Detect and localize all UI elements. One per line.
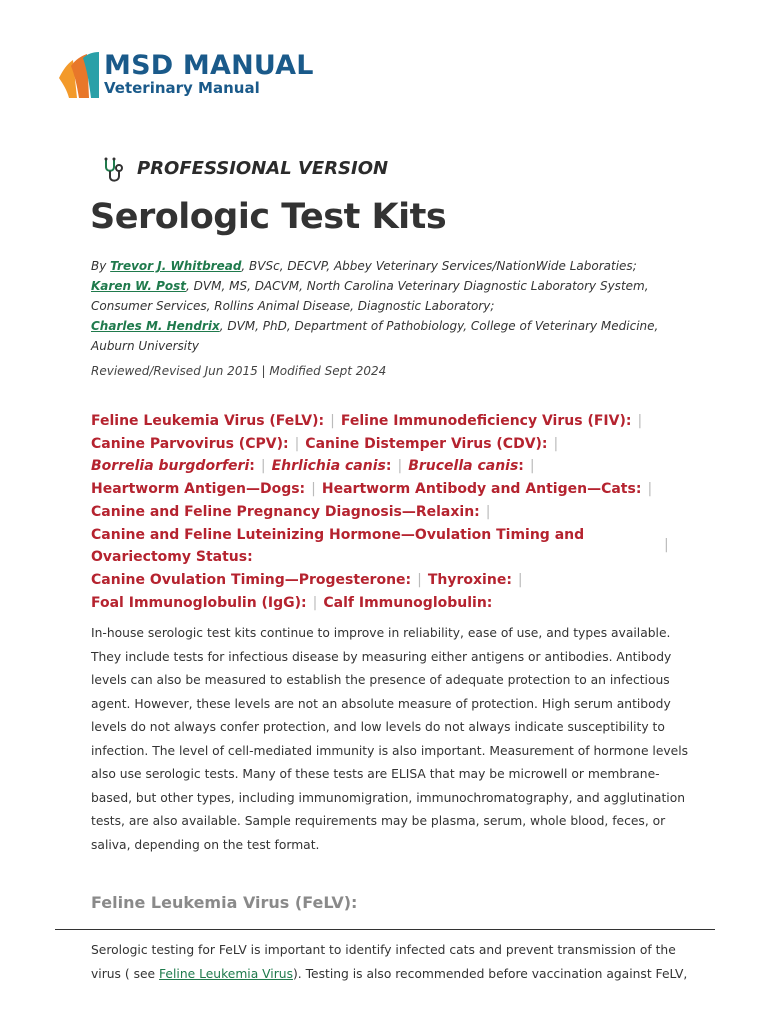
toc-link-heartworm-antibody[interactable]: Heartworm Antibody and Antigen—Cats: [321, 481, 642, 498]
msd-manual-logo[interactable] [55, 48, 355, 102]
toc-link-cpv[interactable]: Canine Parvovirus (CPV): [91, 435, 289, 452]
author-link-whitbread[interactable]: Trevor J. Whitbread [110, 259, 242, 273]
intro-paragraph: In-house serologic test kits continue to improve in reliability, ease of use, and types available. They include tests for infectious disease by measuring either antigens or antibodies. Antibody levels can also be measured to establish the presence of adequate protection to an infectious agent. However, these levels are not an absolute measure of protection. High serum antibody levels do not always confer protection, and low levels do not always indicate susceptibility to infection. The level of cell-mediated immunity is also important. Measurement of hormone levels also use serologic tests. Many of these tests are ELISA that may be microwell or membrane-based, but other types, including immunomigration, immunochromatography, and agglutination tests, are also available. Sample requirements may be plasma, serum, whole blood, feces, or saliva, depending on the test format. [91, 626, 689, 852]
separator: | [647, 481, 653, 498]
separator: | [485, 503, 491, 520]
toc-link-pregnancy[interactable]: Canine and Feline Pregnancy Diagnosis—Relaxin: [91, 503, 480, 520]
professional-version-label [100, 155, 500, 185]
toc-link-brucella[interactable] [408, 458, 524, 474]
toc-link-luteinizing-hormone[interactable]: Canine and Feline Luteinizing Hormone—Ovulation Timing and Ovariectomy Status: [91, 526, 585, 566]
separator: | [529, 458, 535, 475]
paragraph-text: Serologic testing for FeLV is important to identify infected cats and prevent transmission of the virus ( see [91, 943, 676, 981]
toc-link-fiv[interactable]: Feline Immunodeficiency Virus (FIV): [340, 413, 632, 429]
separator: | [417, 571, 422, 588]
toc-link-thyroxine[interactable]: Thyroxine: [427, 571, 512, 588]
separator: | [312, 594, 318, 611]
divider [55, 929, 715, 930]
toc-link-cdv[interactable]: Canine Distemper Virus (CDV): [305, 435, 548, 452]
author-affiliation: , BVSc, DECVP, Abbey Veterinary Services/NationWide Laboraties; [241, 259, 637, 273]
toc-link-calf-ig[interactable]: Calf Immunoglobulin: [323, 594, 493, 611]
separator: | [311, 481, 316, 498]
colon: : [385, 458, 392, 475]
toc-link-heartworm-antigen[interactable]: Heartworm Antigen—Dogs: [91, 481, 306, 498]
toc-link-felv[interactable]: Feline Leukemia Virus (FeLV): [91, 413, 325, 429]
brand-name: MSD MANUAL [104, 50, 314, 81]
toc-link-foal-igg[interactable]: Foal Immunoglobulin (IgG): [91, 594, 307, 611]
separator: | [294, 435, 300, 452]
stethoscope-icon [100, 155, 126, 185]
separator: | [397, 458, 403, 475]
author-affiliation: , DVM, PhD, Department of Pathobiology, College of Veterinary Medicine, Auburn University [91, 319, 659, 353]
toc-link-label: Ehrlichia canis [271, 458, 386, 475]
separator: | [637, 413, 643, 429]
toc-link-label: Brucella canis [408, 458, 519, 475]
toc-link-label: Borrelia burgdorferi [91, 458, 250, 475]
toc-link-progesterone[interactable]: Canine Ovulation Timing—Progesterone: [91, 571, 412, 588]
felv-paragraph [91, 939, 691, 986]
toc-link-ehrlichia[interactable] [272, 458, 392, 474]
separator: | [260, 458, 266, 475]
author-link-hendrix[interactable]: Charles M. Hendrix [91, 319, 220, 333]
topic-links [91, 410, 691, 614]
page-title: Serologic Test Kits [90, 197, 447, 237]
felv-link[interactable]: Feline Leukemia Virus [159, 966, 293, 981]
separator: | [517, 571, 523, 588]
msd-logo-icon [55, 48, 101, 102]
colon: : [249, 458, 255, 475]
author-block [91, 256, 691, 356]
by-label: By [91, 259, 107, 273]
version-text: PROFESSIONAL VERSION [137, 158, 389, 179]
paragraph-text: ). Testing is also recommended before vaccination against FeLV, [292, 966, 688, 981]
brand-subtitle: Veterinary Manual [104, 79, 260, 97]
author-link-post[interactable]: Karen W. Post [91, 279, 187, 293]
toc-link-borrelia[interactable] [91, 458, 255, 474]
separator: | [664, 536, 669, 553]
separator: | [553, 435, 559, 452]
review-date: Reviewed/Revised Jun 2015 | Modified Sept 2024 [91, 364, 387, 378]
colon: : [518, 458, 524, 475]
section-heading-felv: Feline Leukemia Virus (FeLV): [91, 893, 358, 912]
separator: | [330, 413, 335, 429]
author-affiliation: , DVM, MS, DACVM, North Carolina Veterinary Diagnostic Laboratory System, Consumer Services, Rollins Animal Disease, Diagnostic Laboratory; [91, 279, 649, 313]
